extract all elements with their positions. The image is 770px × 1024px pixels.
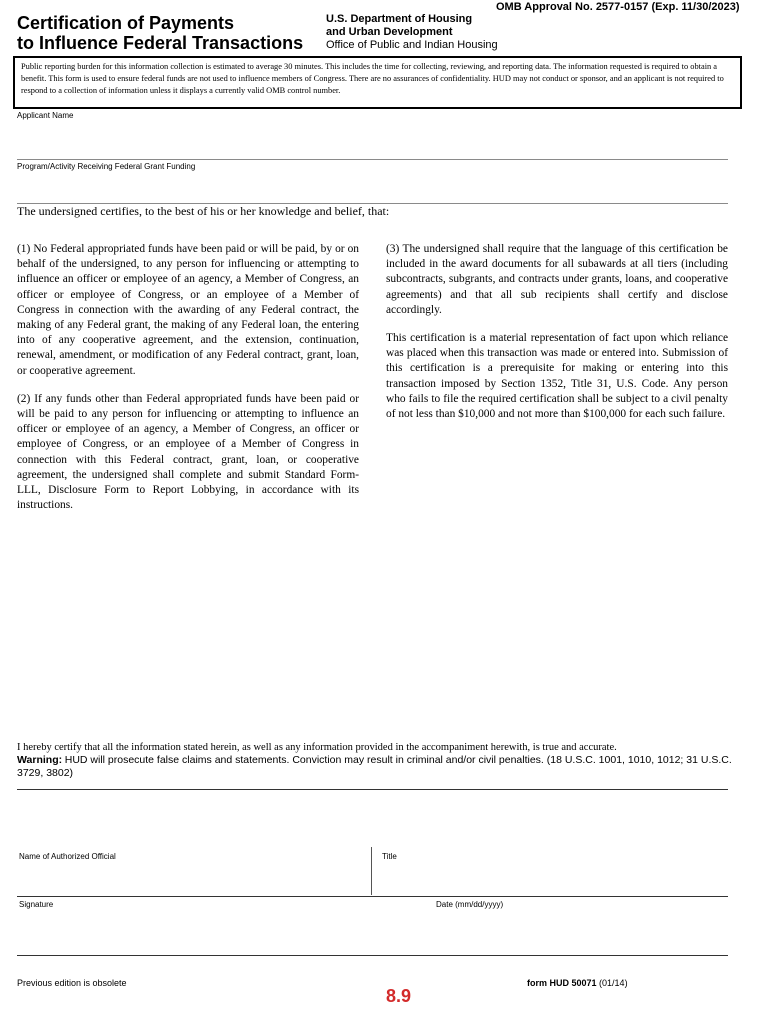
warning-label: Warning: — [17, 754, 63, 766]
certification-material: This certification is a material representation of fact upon which reliance was placed when this transaction was made or entered into. Submission of this certification is a prerequisite for making or entering into this transaction imposed by Section 1352, Title 31, U.S. Code. Any person who fails to file the required certification shall be subject to a civil penalty of not less than $10,000 and not more than $100,000 for each such failure. — [386, 332, 728, 421]
form-title — [17, 13, 303, 53]
title-label: Title — [382, 852, 397, 861]
certification-item-2: (2) If any funds other than Federal appropriated funds have been paid or will be paid to any person for influencing or attempting to influence an officer or employee of an agency, a Member of Congress, an officer or employee of Congress, or an employee of a Member of Congress in connection with this Federal contract, grant, loan, or cooperative agreement, the undersigned shall complete and submit Standard Form-LLL, Disclosure Form to Report Lobbying, in accordance with its instructions. — [17, 392, 359, 512]
form-title-line-1: Certification of Payments — [17, 13, 235, 33]
form-date: (01/14) — [599, 978, 628, 988]
applicant-name-field[interactable] — [17, 159, 728, 160]
page-marker: 8.9 — [386, 986, 412, 1006]
previous-edition-note: Previous edition is obsolete — [17, 978, 127, 988]
form-identifier — [527, 978, 628, 988]
agency-line-2: and Urban Development — [326, 26, 453, 38]
warning-text: HUD will prosecute false claims and statements. Conviction may result in criminal and/or civil penalties. (18 U.S.C. 1001, 1010, 1012; 31 U.S.C. 3729, 3802) — [17, 754, 732, 779]
program-label: Program/Activity Receiving Federal Grant Funding — [17, 162, 196, 171]
attestation-statement: I hereby certify that all the information stated herein, as well as any information provided in the accompaniment herewith, is true and accurate. — [17, 742, 617, 753]
omb-approval: OMB Approval No. 2577-0157 (Exp. 11/30/2023) — [496, 1, 740, 13]
certification-left-column — [17, 242, 359, 526]
official-title-divider — [371, 847, 372, 895]
agency-block — [326, 13, 498, 52]
signature-field[interactable] — [17, 912, 417, 952]
date-label: Date (mm/dd/yyyy) — [436, 900, 504, 909]
applicant-name-label: Applicant Name — [17, 111, 74, 120]
certification-item-3: (3) The undersigned shall require that the language of this certification be included in the award documents for all subawards at all tiers (including subcontracts, subgrants, and contracts under grants, loans, and cooperative agreements) and that all sub recipients shall certify and disclose accordingly. — [386, 243, 728, 316]
agency-line-3: Office of Public and Indian Housing — [326, 39, 498, 51]
authorized-official-field[interactable] — [17, 865, 367, 895]
form-title-line-2: to Influence Federal Transactions — [17, 33, 304, 53]
certification-right-column — [386, 242, 728, 435]
burden-statement: Public reporting burden for this information collection is estimated to average 30 minutes. This includes the time for collecting, reviewing, and reporting data. The information requested is required to obtain a benefit. This form is used to ensure federal funds are not used to influence members of Congress. There are no assurances of confidentiality. HUD may not conduct or sponsor, and an applicant is not required to respond to a collection of information unless it displays a currently valid OMB control number. — [13, 56, 742, 109]
signature-row-divider — [17, 955, 728, 956]
attestation-block — [17, 741, 732, 780]
official-row-divider — [17, 896, 728, 897]
certification-intro: The undersigned certifies, to the best of his or her knowledge and belief, that: — [17, 204, 390, 218]
authorized-official-label: Name of Authorized Official — [19, 852, 116, 861]
agency-line-1: U.S. Department of Housing — [326, 13, 473, 25]
title-field[interactable] — [376, 865, 726, 895]
date-field[interactable] — [436, 912, 726, 952]
form-number: form HUD 50071 — [527, 978, 597, 988]
attestation-divider — [17, 789, 728, 790]
signature-label: Signature — [19, 900, 54, 909]
certification-item-1: (1) No Federal appropriated funds have been paid or will be paid, by or on behalf of the undersigned, to any person for influencing or attempting to influence an officer or employee of an agency, a Member of Congress, an officer or employee of Congress, or an employee of a Member of Congress in connection with the awarding of any Federal contract, the making of any Federal grant, the making of any Federal loan, the entering into of any cooperative agreement, and the extension, continuation, renewal, amendment, or modification of any Federal contract, grant, loan, or cooperative agreement. — [17, 243, 359, 377]
